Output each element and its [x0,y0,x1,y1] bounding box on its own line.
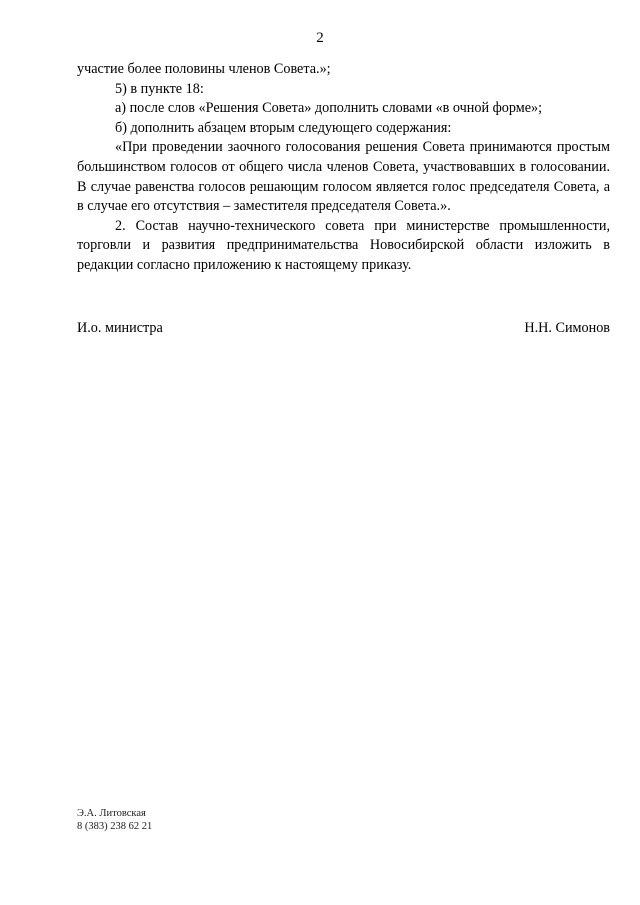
paragraph-4: б) дополнить абзацем вторым следующего содержания: [115,119,452,136]
signature-name: Н.Н. Симонов [524,320,610,336]
executor-footer [77,807,152,833]
page-number: 2 [316,30,324,46]
executor-phone: 8 (383) 238 62 21 [77,821,153,832]
paragraph-1: участие более половины членов Совета.»; [77,61,331,77]
signature-position: И.о. министра [77,320,163,336]
paragraph-2: 5) в пункте 18: [115,80,204,97]
executor-name: Э.А. Литовская [77,808,146,819]
paragraph-5: «При проведении заочного голосования решения Совета принимаются простым большинством голосов от общего числа членов Совета, участвовавших в голосовании. В случае равенства голосов решающим голосом является голос председателя Совета, а в случае его отсутствия – заместителя председателя Совета.». [77,139,610,215]
paragraph-3: а) после слов «Решения Совета» дополнить словами «в очной форме»; [115,100,543,117]
signature-block [77,320,610,337]
document-body [77,60,610,276]
paragraph-6: 2. Состав научно-технического совета при министерстве промышленности, торговли и развития предпринимательства Новосибирской области изложить в редакции согласно приложению к настоящему приказу. [77,217,610,273]
